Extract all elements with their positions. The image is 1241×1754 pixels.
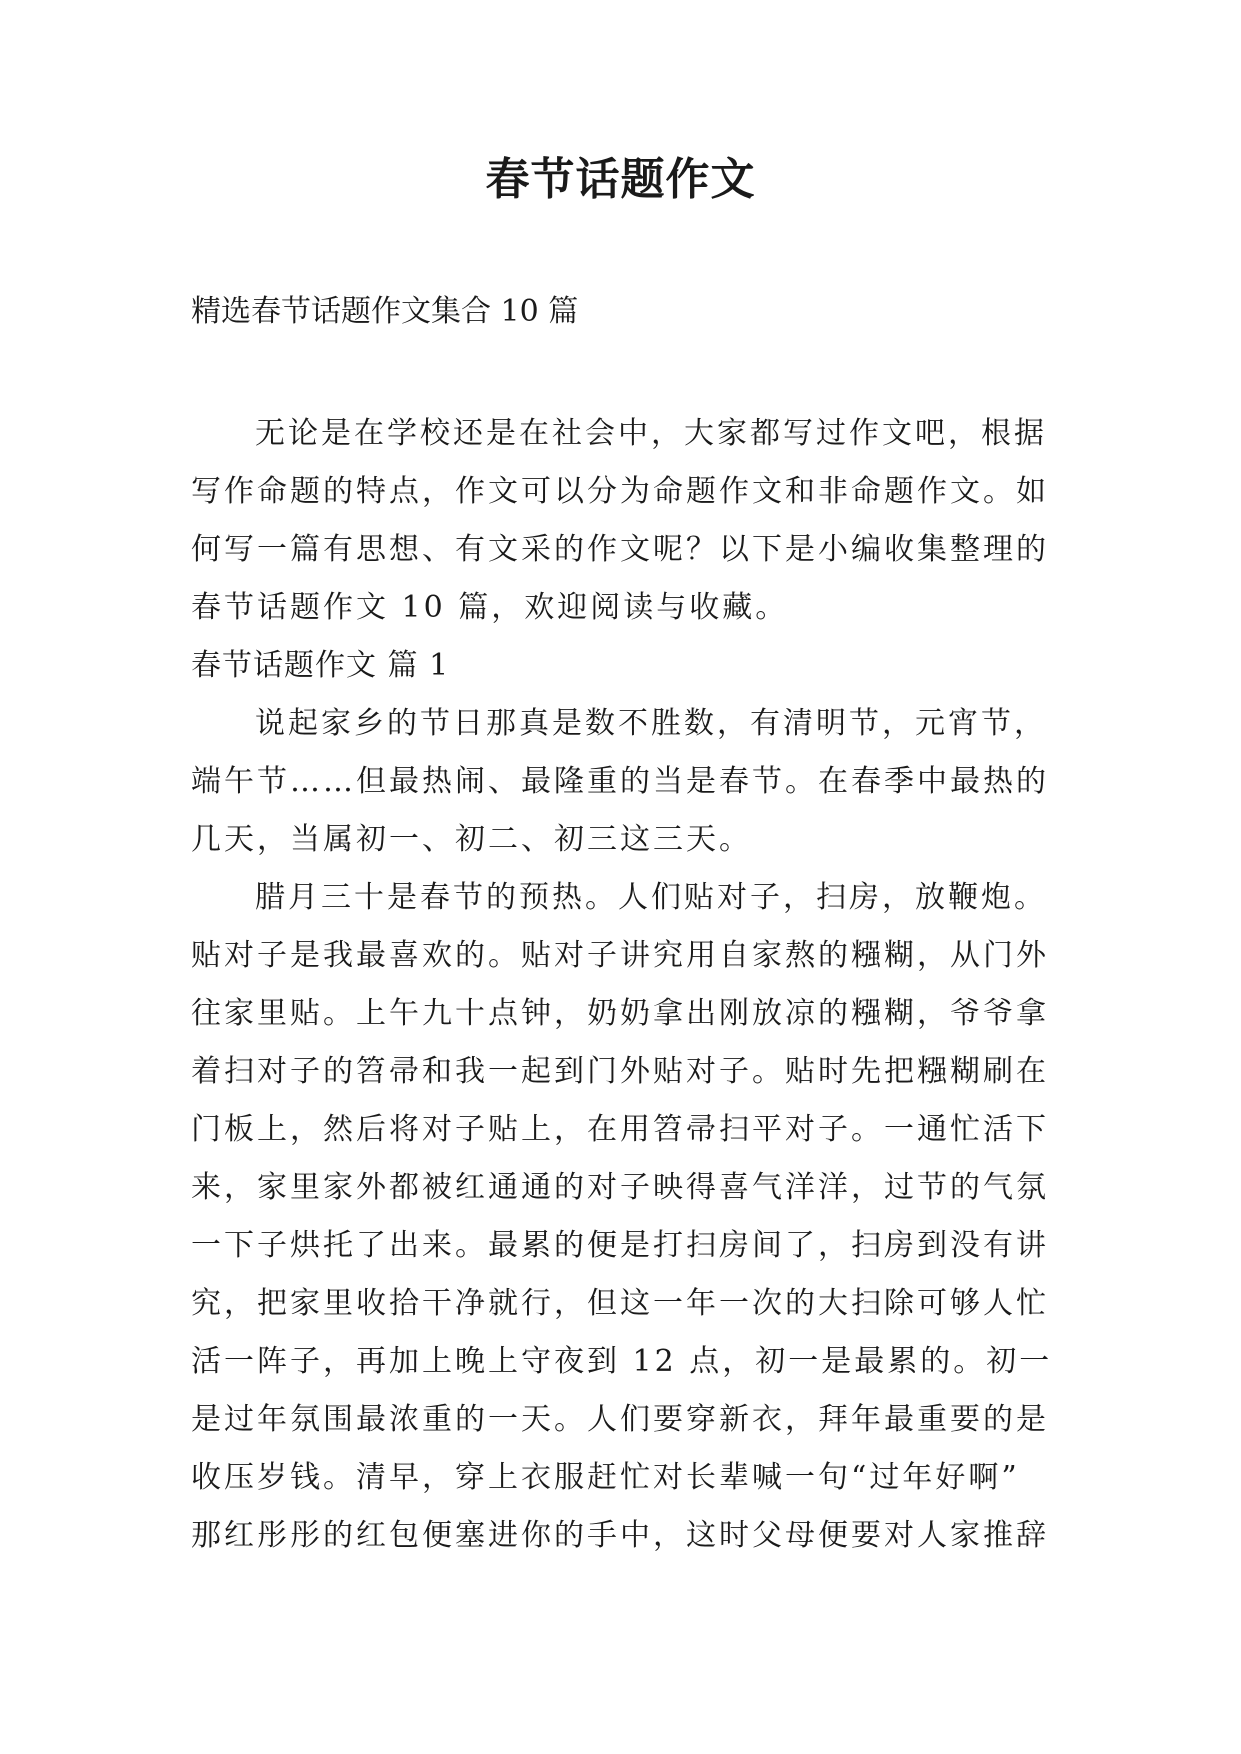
document-subtitle: 精选春节话题作文集合 10 篇 <box>191 294 579 329</box>
body-line: 着扫对子的笤帚和我一起到门外贴对子。贴时先把糨糊刷在 <box>191 1054 1049 1089</box>
body-line: 往家里贴。上午九十点钟，奶奶拿出刚放凉的糨糊，爷爷拿 <box>191 996 1049 1031</box>
body-line: 是过年氛围最浓重的一天。人们要穿新衣，拜年最重要的是 <box>191 1402 1049 1437</box>
section-heading: 春节话题作文 篇 1 <box>191 648 450 683</box>
body-line: 贴对子是我最喜欢的。贴对子讲究用自家熬的糨糊，从门外 <box>191 938 1049 973</box>
body-line: 无论是在学校还是在社会中，大家都写过作文吧，根据 <box>255 416 1047 451</box>
body-line: 写作命题的特点，作文可以分为命题作文和非命题作文。如 <box>191 474 1049 509</box>
body-line: 活一阵子，再加上晚上守夜到 12 点，初一是最累的。初一 <box>191 1344 1053 1379</box>
body-line: 来，家里家外都被红通通的对子映得喜气洋洋，过节的气氛 <box>191 1170 1049 1205</box>
body-line: 几天，当属初一、初二、初三这三天。 <box>191 822 752 857</box>
body-line: 那红彤彤的红包便塞进你的手中，这时父母便要对人家推辞 <box>191 1518 1049 1553</box>
body-line: 究，把家里收拾干净就行，但这一年一次的大扫除可够人忙 <box>191 1286 1049 1321</box>
document-body <box>191 405 1051 1565</box>
body-line: 何写一篇有思想、有文采的作文呢？以下是小编收集整理的 <box>191 532 1049 567</box>
body-line: 一下子烘托了出来。最累的便是打扫房间了，扫房到没有讲 <box>191 1228 1049 1263</box>
body-line: 端午节……但最热闹、最隆重的当是春节。在春季中最热的 <box>191 764 1049 799</box>
body-line: 收压岁钱。清早，穿上衣服赶忙对长辈喊一句“过年好啊” <box>191 1460 1020 1495</box>
document-title: 春节话题作文 <box>485 154 756 205</box>
body-line: 说起家乡的节日那真是数不胜数，有清明节，元宵节， <box>255 706 1047 741</box>
body-line: 腊月三十是春节的预热。人们贴对子，扫房，放鞭炮。 <box>255 880 1047 915</box>
body-line: 门板上，然后将对子贴上，在用笤帚扫平对子。一通忙活下 <box>191 1112 1049 1147</box>
body-line: 春节话题作文 10 篇，欢迎阅读与收藏。 <box>191 590 789 625</box>
